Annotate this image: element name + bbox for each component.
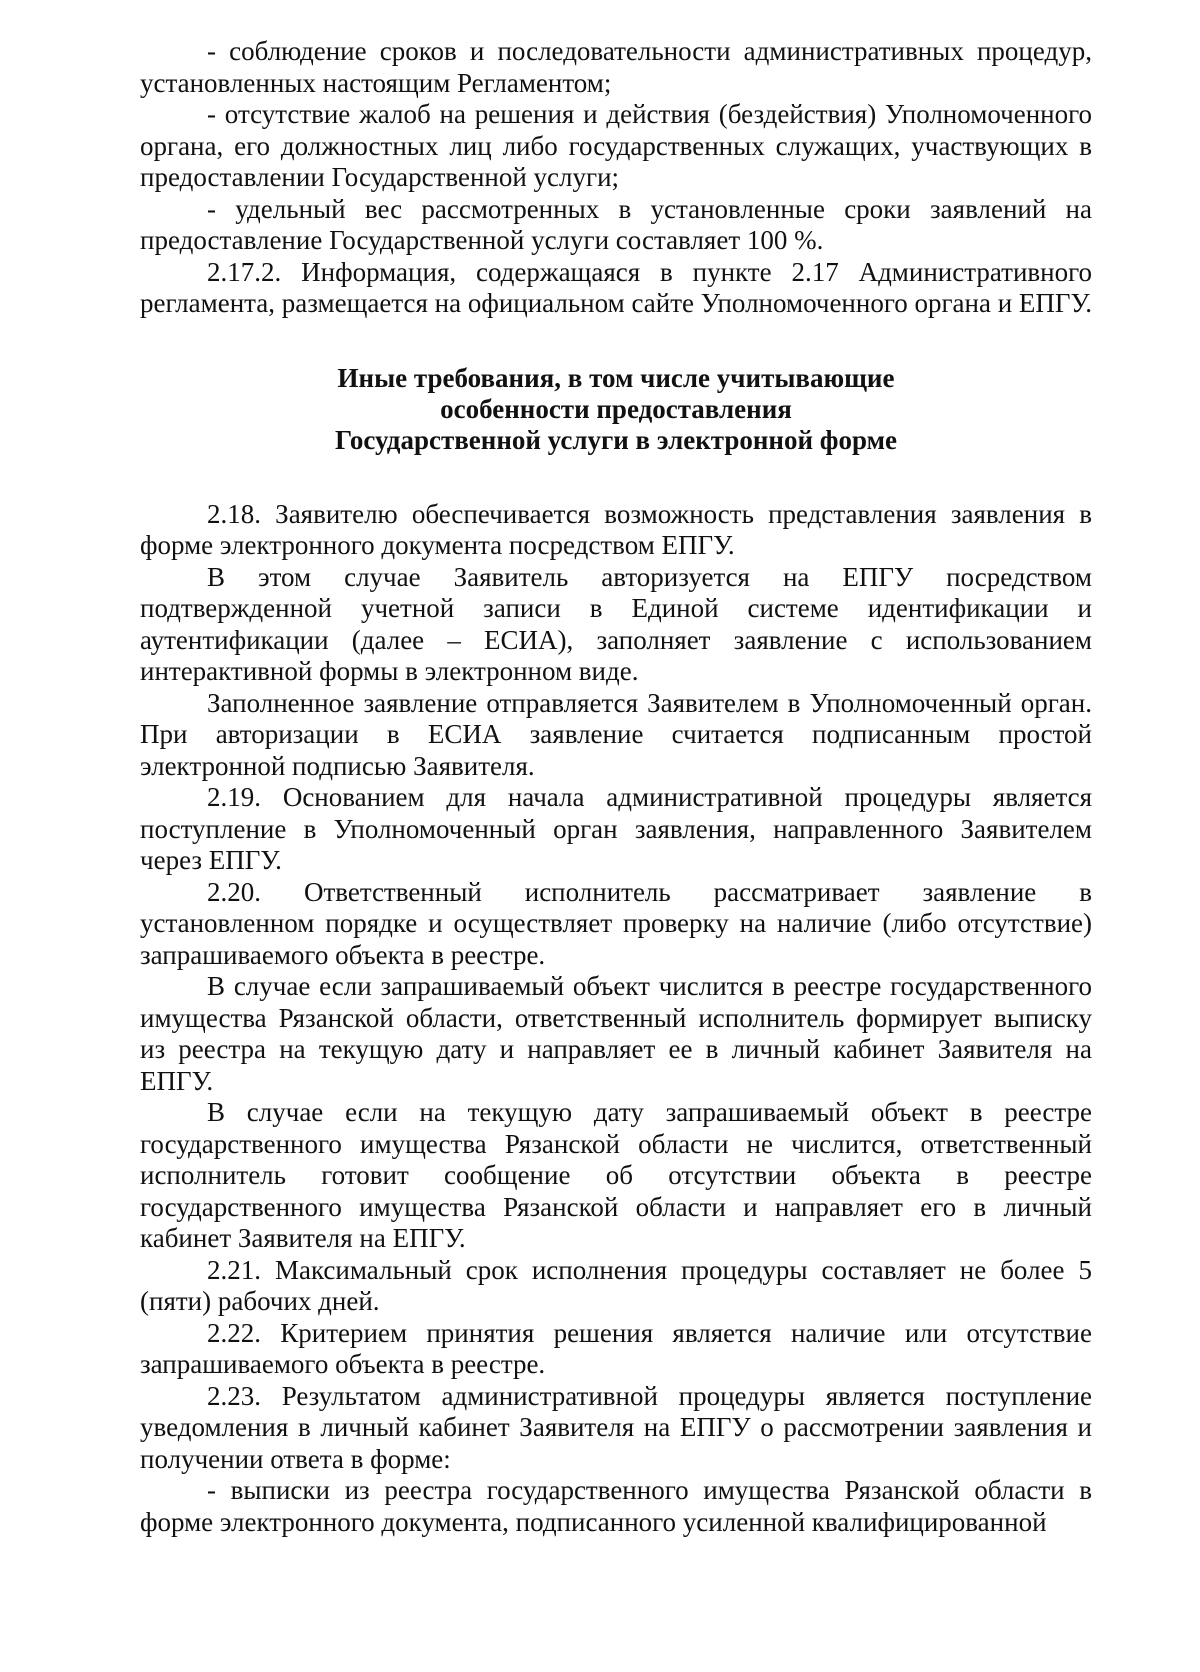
paragraph-esia-auth: В этом случае Заявитель авторизуется на ЕПГУ посредством подтвержденной учетной записи в Единой системе идентификации и аутентификации (далее – ЕСИА), заполняет заявление с использованием интерактивной формы в электронном виде. — [140, 561, 1092, 686]
paragraph-2-18: 2.18. Заявителю обеспечивается возможность представления заявления в форме электронного документа посредством ЕПГУ. — [140, 498, 1092, 560]
section-heading-line-2: особенности предоставления — [440, 393, 792, 424]
paragraph-object-not-listed: В случае если на текущую дату запрашиваемый объект в реестре государственного имущества Рязанской области не числится, ответственный исполнитель готовит сообщение об отсутствии объекта в реестре государственного имущества Рязанской области и направляет его в личный кабинет Заявителя на ЕПГУ. — [140, 1097, 1092, 1253]
paragraph-2-20: 2.20. Ответственный исполнитель рассматривает заявление в установленном порядке и осуществляет проверку на наличие (либо отсутствие) запрашиваемого объекта в реестре. — [140, 876, 1092, 970]
section-heading-line-3: Государственной услуги в электронной форме — [335, 424, 897, 455]
paragraph-2-19: 2.19. Основанием для начала административной процедуры является поступление в Уполномоченный орган заявления, направленного Заявителем через ЕПГУ. — [140, 782, 1092, 875]
paragraph-2-21: 2.21. Максимальный срок исполнения процедуры составляет не более 5 (пяти) рабочих дней. — [140, 1254, 1092, 1316]
paragraph-registry-extract: - выписки из реестра государственного имущества Рязанской области в форме электронного документа, подписанного усиленной квалифицированной — [140, 1475, 1092, 1537]
paragraph-share-reviewed: - удельный вес рассмотренных в установленные сроки заявлений на предоставление Государственной услуги составляет 100 %. — [140, 193, 1092, 255]
paragraph-no-complaints: - отсутствие жалоб на решения и действия (бездействия) Уполномоченного органа, его должностных лиц либо государственных служащих, участвующих в предоставлении Государственной услуги; — [140, 99, 1092, 192]
section-heading-line-1: Иные требования, в том числе учитывающие — [337, 362, 895, 393]
section-heading — [140, 363, 1092, 456]
paragraph-2-23: 2.23. Результатом административной процедуры является поступление уведомления в личный кабинет Заявителя на ЕПГУ о рассмотрении заявления и получении ответа в форме: — [140, 1380, 1092, 1474]
document-page — [140, 36, 1092, 1538]
paragraph-object-listed: В случае если запрашиваемый объект числится в реестре государственного имущества Рязанской области, ответственный исполнитель формирует выписку из реестра на текущую дату и направляет ее в личный кабинет Заявителя на ЕПГУ. — [140, 971, 1092, 1096]
paragraph-filled-application: Заполненное заявление отправляется Заявителем в Уполномоченный орган. При авторизации в ЕСИА заявление считается подписанным простой электронной подписью Заявителя. — [140, 687, 1092, 781]
paragraph-2-17-2: 2.17.2. Информация, содержащаяся в пункте 2.17 Административного регламента, размещается на официальном сайте Уполномоченного органа и ЕПГУ. — [140, 256, 1092, 318]
paragraph-2-22: 2.22. Критерием принятия решения является наличие или отсутствие запрашиваемого объекта в реестре. — [140, 1317, 1092, 1379]
paragraph-deadlines: - соблюдение сроков и последовательности административных процедур, установленных настоящим Регламентом; — [140, 36, 1092, 98]
